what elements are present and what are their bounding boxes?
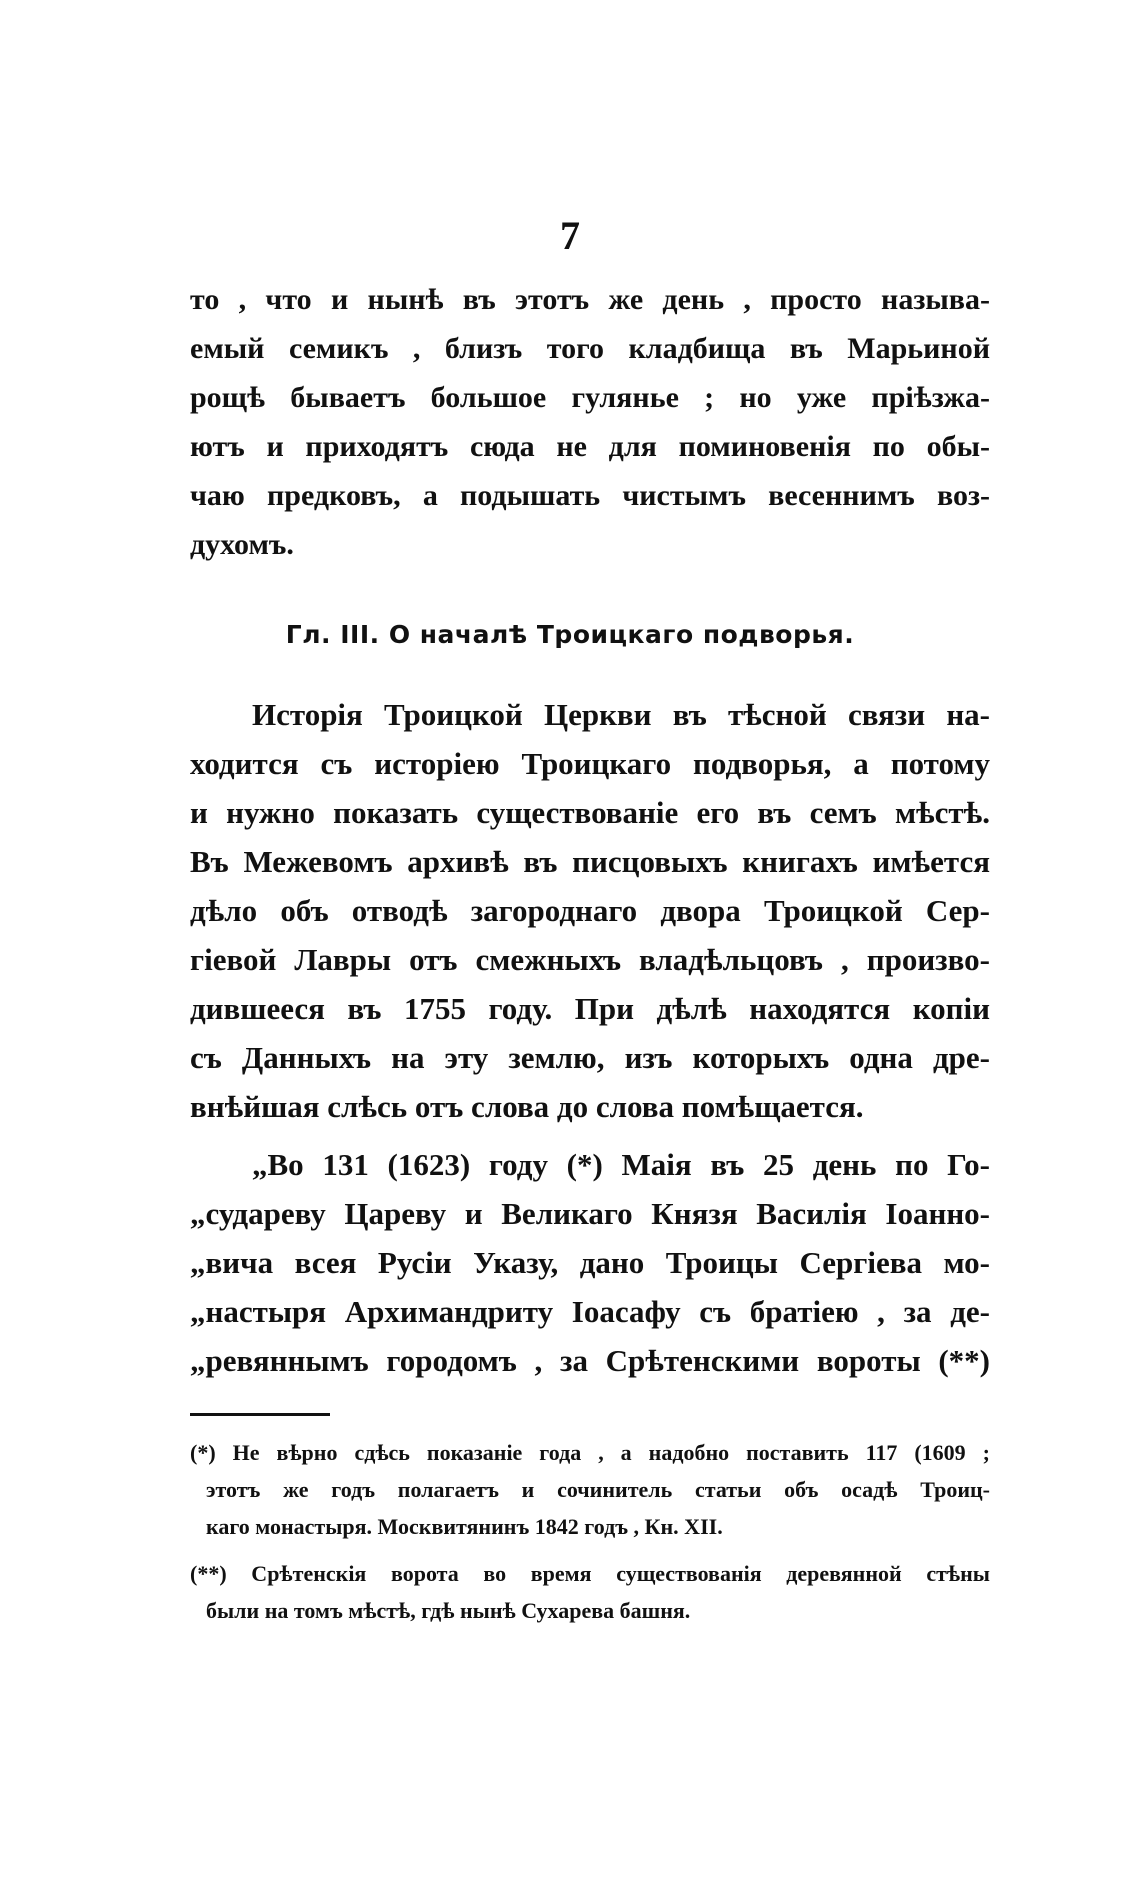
text-line: рощѣ бываетъ большое гулянье ; но уже пріѣзжа- [190, 381, 990, 414]
text-line: и нужно показать существованіе его въ семъ мѣстѣ. [190, 795, 990, 830]
footnote-line: (**) Срѣтенскія ворота во время существованія деревянной стѣны [190, 1561, 990, 1586]
footnotes [190, 1434, 990, 1629]
footnote-line: были на томъ мѣстѣ, гдѣ нынѣ Сухарева башня. [206, 1598, 691, 1623]
text-line: дѣло объ отводѣ загороднаго двора Троицкой Сер- [190, 893, 990, 928]
text-line: Въ Межевомъ архивѣ въ писцовыхъ книгахъ имѣется [190, 844, 990, 879]
footnote-line: (*) Не вѣрно сдѣсь показаніе года , а надобно поставить 117 (1609 ; [190, 1440, 990, 1465]
text-line: ютъ и приходятъ сюда не для поминовенія по обы- [190, 430, 990, 463]
text-line: „судареву Цареву и Великаго Князя Василія Іоанно- [190, 1196, 990, 1231]
page-number: 7 [560, 213, 580, 258]
text-line: Исторія Троицкой Церкви въ тѣсной связи на- [252, 697, 990, 732]
text-line: дившееся въ 1755 году. При дѣлѣ находятся копіи [190, 991, 990, 1026]
intro-paragraph [190, 275, 990, 569]
paragraph-quote [190, 1140, 990, 1385]
text-line: ходится съ исторіею Троицкаго подворья, а потому [190, 746, 990, 781]
footnote-line: этотъ же годъ полагаетъ и сочинитель статьи объ осадѣ Троиц- [206, 1477, 990, 1502]
text-line: чаю предковъ, а подышать чистымъ весеннимъ воз- [190, 479, 990, 512]
footnote-2 [190, 1555, 990, 1629]
footnote-1 [190, 1434, 990, 1545]
chapter-heading: Гл. III. О началѣ Троицкаго подворья. [285, 620, 855, 649]
text-line: емый семикъ , близъ того кладбища въ Марьиной [190, 332, 990, 365]
text-line: то , что и нынѣ въ этотъ же день , просто называ- [190, 283, 990, 316]
paragraph-history [190, 690, 990, 1131]
text-line: гіевой Лавры отъ смежныхъ владѣльцовъ , произво- [190, 942, 990, 977]
text-line: „вича всея Русіи Указу, дано Троицы Сергіева мо- [190, 1245, 990, 1280]
text-line: „ревяннымъ городомъ , за Срѣтенскими вороты (**) [190, 1343, 990, 1378]
footnote-divider [190, 1413, 330, 1416]
text-line: внѣйшая слѣсь отъ слова до слова помѣщается. [190, 1089, 864, 1124]
text-line: „настыря Архимандриту Іоасафу съ братіею , за де- [190, 1294, 990, 1329]
text-line: съ Данныхъ на эту землю, изъ которыхъ одна дре- [190, 1040, 990, 1075]
text-line: духомъ. [190, 528, 294, 561]
text-line: „Во 131 (1623) году (*) Маія въ 25 день по Го- [252, 1147, 990, 1182]
footnote-line: каго монастыря. Москвитянинъ 1842 годъ , Кн. XII. [206, 1514, 723, 1539]
